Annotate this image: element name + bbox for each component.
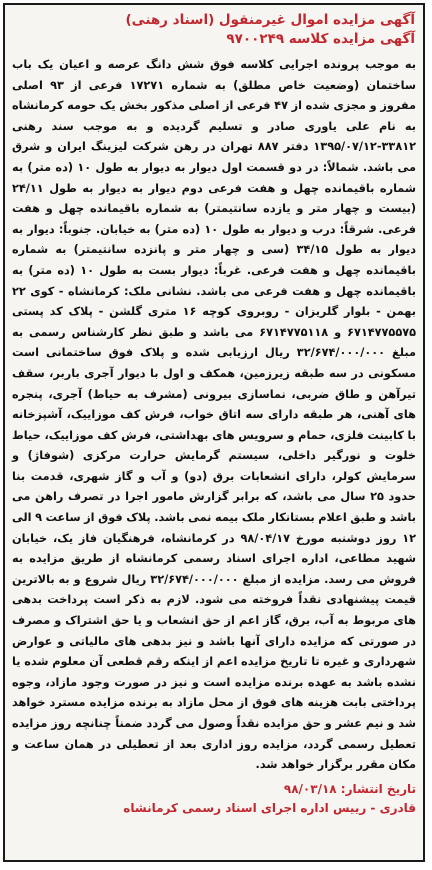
auction-notice — [3, 3, 425, 862]
notice-heading — [5, 5, 423, 51]
notice-case-number: آگهی مزایده کلاسه ۹۷۰۰۲۴۹ — [226, 31, 415, 47]
notice-body: به موجب پرونده اجرایی کلاسه فوق شش دانگ عرصه و اعیان یک باب ساختمان (وضعیت خاص مطلق) به شماره ۱۷۲۷۱ فرعی از ۹۳ اصلی مفروز و مجزی شده از ۴۷ فرعی از اصلی مذکور بخش یک حومه کرمانشاه به نام علی یاوری صادر و تسلیم گردیده و به موجب سند رهنی ۳۳۸۱۲-۱۳۹۵/۰۷/۱۲ دفتر ۸۸۷ تهران در رهن شرکت لیزینگ ایران و شرق می باشد. شمالاً: در دو قسمت اول دیوار به دیوار به طول ۱۰ (ده متر) به شماره باقیمانده چهل و هفت فرعی دوم دیوار به دیوار به طول ۲۴/۱۱ (بیست و چهار متر و یازده سانتیمتر) به شماره باقیمانده چهل و هفت فرعی. شرقاً: درب و دیوار به طول ۱۰ (ده متر) به خیابان. جنوباً: دیوار به دیوار به طول ۳۴/۱۵ (سی و چهار متر و پانزده سانتیمتر) به شماره باقیمانده چهل و هفت فرعی. غرباً: دیوار بست به طول ۱۰ (ده متر) به باقیمانده چهل و هفت فرعی می باشد. نشانی ملک: کرمانشاه - کوی ۲۲ بهمن - بلوار گلریزان - روبروی کوچه ۱۶ متری گلشن - پلاک کد پستی ۶۷۱۴۷۷۵۵۷۵ و ۶۷۱۴۷۷۵۱۱۸ می باشد و طبق نظر کارشناس رسمی به مبلغ ۳۲/۶۷۴/۰۰۰/۰۰۰ ریال ارزیابی شده و پلاک فوق ساختمانی است مسکونی در سه طبقه زیرزمین، همکف و اول با دیوار آجری باربر، سقف تیرآهن و طاق ضربی، نماسازی بیرونی (مشرف به حیاط) آجری، پنجره های آهنی، هر طبقه دارای سه اتاق خواب، فرش کف موزاییک، آشپزخانه با کابینت فلزی، حمام و سرویس های بهداشتی، فرش کف موزاییک، حیاط خلوت و نورگیر داخلی، سیستم گرمایش حرارت مرکزی (شوفاژ) و سرمایش کولر، دارای انشعابات برق (دو) و آب و گاز شهری، قدمت بنا حدود ۲۵ سال می باشد، که برابر گزارش مامور اجرا در تصرف راهن می باشد و طبق اعلام بستانکار ملک بیمه نمی باشد. پلاک فوق از ساعت ۹ الی ۱۲ روز دوشنبه مورخ ۹۸/۰۴/۱۷ در کرمانشاه، فرهنگیان فاز یک، خیابان شهید مطاعی، اداره اجرای اسناد رسمی کرمانشاه از طریق مزایده به فروش می رسد. مزایده از مبلغ ۳۲/۶۷۴/۰۰۰/۰۰۰ ریال شروع و به بالاترین قیمت پیشنهادی نقداً فروخته می شود. لازم به ذکر است پرداخت بدهی های مربوط به آب، برق، گاز اعم از حق انشعاب و یا حق اشتراک و مصرف در صورتی که مزایده دارای آنها باشد و نیز بدهی های مالیاتی و عوارض شهرداری و غیره تا تاریخ مزایده اعم از اینکه رقم قطعی آن معلوم شده یا نشده باشد به عهده برنده مزایده است و نیز در صورت وجود مازاد، وجوه پرداختی بابت هزینه های فوق از محل مازاد به برنده مزایده مسترد خواهد شد و نیم عشر و حق مزایده نقداً وصول می گردد ضمناً چنانچه روز مزایده تعطیل رسمی گردد، مزایده روز اداری بعد از تعطیلی در همان ساعت و مکان مقرر برگزار خواهد شد. — [12, 58, 417, 772]
notice-signature: قادری - رییس اداره اجرای اسناد رسمی کرمانشاه — [123, 800, 416, 815]
publication-date-label: تاریخ انتشار: — [340, 781, 416, 796]
publication-date — [12, 780, 416, 799]
notice-title: آگهی مزایده اموال غیرمنقول (اسناد رهنی) — [125, 12, 415, 28]
publication-date-value: ۹۸/۰۳/۱۸ — [283, 781, 337, 796]
notice-footer — [12, 780, 416, 818]
